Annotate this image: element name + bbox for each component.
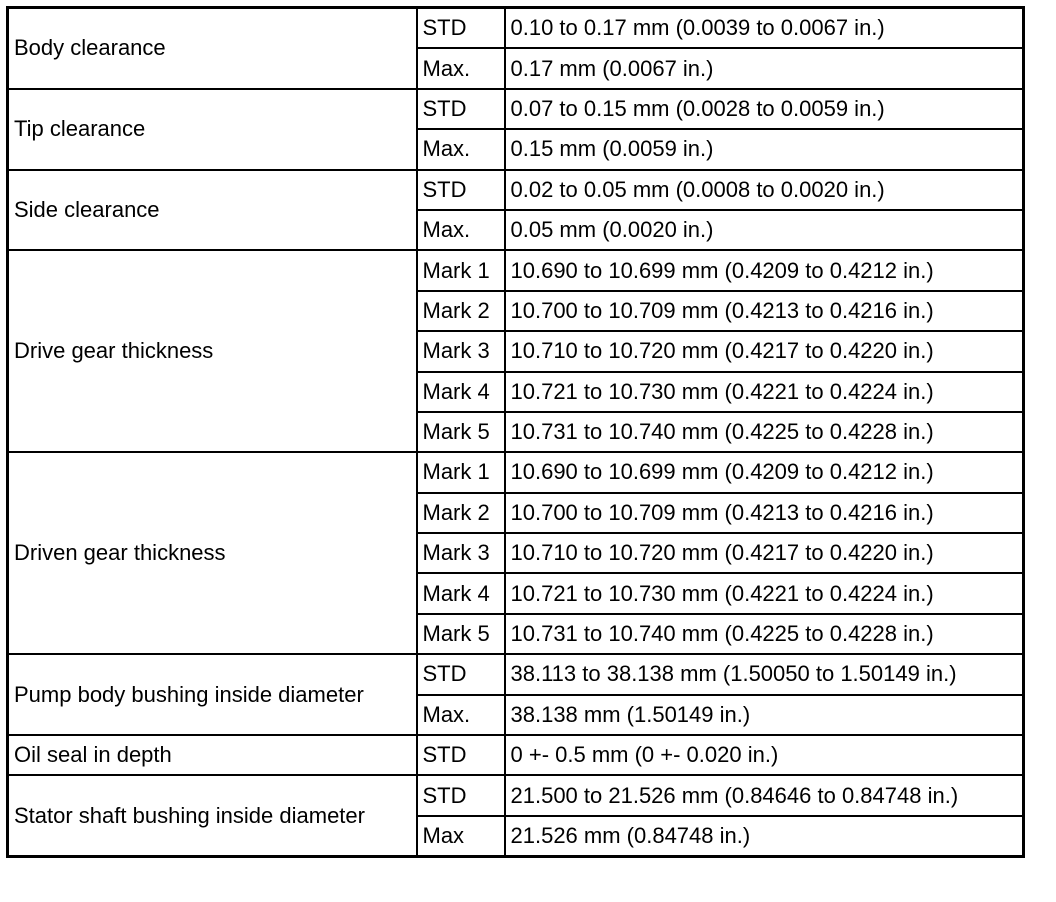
spec-value-cell: 0.10 to 0.17 mm (0.0039 to 0.0067 in.)	[505, 8, 1024, 49]
spec-value-cell: 38.113 to 38.138 mm (1.50050 to 1.50149 in.)	[505, 654, 1024, 694]
spec-label-cell: STD	[417, 8, 505, 49]
spec-label-cell: Max	[417, 816, 505, 857]
spec-value-cell: 0.15 mm (0.0059 in.)	[505, 129, 1024, 169]
spec-label-cell: Max.	[417, 129, 505, 169]
specification-table-body	[8, 8, 1024, 857]
item-name-cell: Tip clearance	[8, 89, 417, 170]
table-row	[8, 654, 1024, 694]
spec-value-cell: 10.721 to 10.730 mm (0.4221 to 0.4224 in.)	[505, 573, 1024, 613]
item-name-cell: Side clearance	[8, 170, 417, 251]
table-row	[8, 89, 1024, 129]
item-name-cell: Driven gear thickness	[8, 452, 417, 654]
spec-label-cell: Mark 4	[417, 372, 505, 412]
spec-label-cell: Max.	[417, 695, 505, 735]
spec-value-cell: 0.02 to 0.05 mm (0.0008 to 0.0020 in.)	[505, 170, 1024, 210]
spec-value-cell: 10.690 to 10.699 mm (0.4209 to 0.4212 in.)	[505, 250, 1024, 290]
table-row	[8, 8, 1024, 49]
spec-value-cell: 10.731 to 10.740 mm (0.4225 to 0.4228 in.)	[505, 614, 1024, 654]
spec-label-cell: STD	[417, 735, 505, 775]
spec-label-cell: STD	[417, 170, 505, 210]
table-row	[8, 452, 1024, 492]
spec-value-cell: 10.690 to 10.699 mm (0.4209 to 0.4212 in.)	[505, 452, 1024, 492]
spec-value-cell: 10.700 to 10.709 mm (0.4213 to 0.4216 in.)	[505, 291, 1024, 331]
spec-label-cell: Mark 2	[417, 291, 505, 331]
spec-value-cell: 0 +- 0.5 mm (0 +- 0.020 in.)	[505, 735, 1024, 775]
spec-value-cell: 21.526 mm (0.84748 in.)	[505, 816, 1024, 857]
spec-value-cell: 10.710 to 10.720 mm (0.4217 to 0.4220 in.)	[505, 331, 1024, 371]
spec-value-cell: 0.07 to 0.15 mm (0.0028 to 0.0059 in.)	[505, 89, 1024, 129]
spec-label-cell: Mark 2	[417, 493, 505, 533]
item-name-cell: Stator shaft bushing inside diameter	[8, 775, 417, 856]
table-row	[8, 250, 1024, 290]
item-name-cell: Drive gear thickness	[8, 250, 417, 452]
spec-value-cell: 10.700 to 10.709 mm (0.4213 to 0.4216 in.)	[505, 493, 1024, 533]
spec-label-cell: Mark 3	[417, 331, 505, 371]
spec-value-cell: 0.05 mm (0.0020 in.)	[505, 210, 1024, 250]
spec-value-cell: 0.17 mm (0.0067 in.)	[505, 48, 1024, 88]
item-name-cell: Oil seal in depth	[8, 735, 417, 775]
spec-label-cell: Mark 5	[417, 614, 505, 654]
spec-label-cell: Mark 1	[417, 250, 505, 290]
spec-label-cell: Mark 3	[417, 533, 505, 573]
spec-label-cell: Mark 5	[417, 412, 505, 452]
spec-value-cell: 38.138 mm (1.50149 in.)	[505, 695, 1024, 735]
spec-value-cell: 10.710 to 10.720 mm (0.4217 to 0.4220 in.)	[505, 533, 1024, 573]
spec-label-cell: Max.	[417, 210, 505, 250]
item-name-cell: Pump body bushing inside diameter	[8, 654, 417, 735]
spec-label-cell: Max.	[417, 48, 505, 88]
table-row	[8, 170, 1024, 210]
table-row	[8, 775, 1024, 815]
spec-label-cell: Mark 4	[417, 573, 505, 613]
spec-value-cell: 10.731 to 10.740 mm (0.4225 to 0.4228 in.)	[505, 412, 1024, 452]
spec-label-cell: STD	[417, 654, 505, 694]
item-name-cell: Body clearance	[8, 8, 417, 89]
spec-label-cell: STD	[417, 775, 505, 815]
table-row	[8, 735, 1024, 775]
spec-label-cell: Mark 1	[417, 452, 505, 492]
spec-value-cell: 21.500 to 21.526 mm (0.84646 to 0.84748 in.)	[505, 775, 1024, 815]
spec-label-cell: STD	[417, 89, 505, 129]
specification-table	[6, 6, 1025, 858]
spec-value-cell: 10.721 to 10.730 mm (0.4221 to 0.4224 in.)	[505, 372, 1024, 412]
